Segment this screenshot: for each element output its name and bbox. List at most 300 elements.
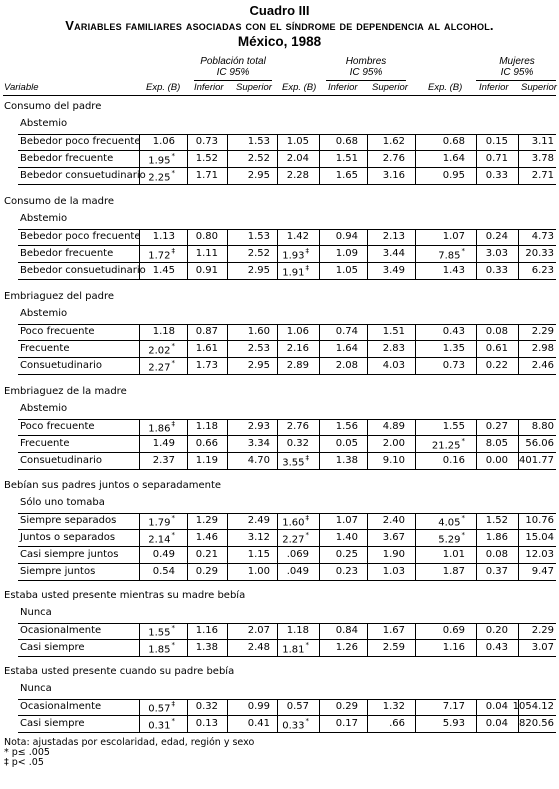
cell-number: 3.34 (247, 438, 270, 449)
cell-divider (476, 453, 477, 470)
cell-divider (277, 716, 278, 733)
cell-value (383, 642, 405, 653)
cell-number: 2.28 (286, 170, 309, 181)
cell-divider (415, 547, 416, 564)
significance-mark: ‡ (305, 454, 309, 462)
cell-value (443, 549, 465, 560)
cell-number: 0.74 (335, 326, 358, 337)
column-header-exp-hombres: Exp. (B) (282, 82, 317, 93)
cell-divider (227, 151, 228, 168)
table-row (0, 358, 559, 375)
cell-number: 1.19 (195, 455, 218, 466)
cell-number: 0.66 (195, 438, 218, 449)
table-title: Variables familiares asociadas con el síndrome de dependencia al alcohol. (65, 18, 494, 33)
cell-value (196, 566, 218, 577)
cell-number: 0.68 (442, 136, 465, 147)
column-header-superior-hombres: Superior (372, 82, 408, 93)
cell-divider (227, 168, 228, 185)
significance-mark: * (171, 717, 175, 725)
cell-number: 1.95 (148, 155, 171, 167)
cell-number: 2.71 (531, 170, 554, 181)
cell-value (287, 701, 309, 712)
cell-value (443, 326, 465, 337)
cell-divider (187, 716, 188, 733)
cell-number: 0.29 (195, 566, 218, 577)
cell-value (336, 642, 358, 653)
cell-value (336, 515, 358, 526)
cell-divider (476, 134, 477, 151)
table-row (0, 263, 559, 280)
table-row (0, 547, 559, 564)
cell-divider (319, 341, 320, 358)
cell-number: 1.90 (382, 549, 405, 560)
cell-value (287, 136, 309, 147)
cell-value (282, 265, 309, 278)
cell-value (148, 532, 175, 545)
cell-number: 2.29 (531, 625, 554, 636)
cell-divider (277, 513, 278, 530)
cell-value (532, 326, 554, 337)
cell-value (287, 343, 309, 354)
cell-divider (476, 623, 477, 640)
cell-value (196, 701, 218, 712)
cell-value (248, 248, 270, 259)
cell-number: 9.47 (531, 566, 554, 577)
cell-divider (415, 640, 416, 657)
cell-value (153, 136, 175, 147)
cell-value (532, 136, 554, 147)
cell-number: 1.18 (152, 326, 175, 337)
row-label: Bebedor poco frecuente (20, 231, 141, 242)
cell-divider (518, 564, 519, 581)
group-rule-hombres (326, 80, 406, 81)
cell-number: 4.05 (438, 517, 461, 529)
cell-divider (415, 341, 416, 358)
cell-number: 0.61 (485, 343, 508, 354)
significance-mark: * (171, 152, 175, 160)
note-p05: ‡ p< .05 (4, 757, 44, 768)
cell-value (525, 248, 554, 259)
cell-number: 2.83 (382, 343, 405, 354)
cell-divider (367, 513, 368, 530)
cell-divider (227, 436, 228, 453)
cell-number: 2.13 (382, 231, 405, 242)
cell-divider (367, 699, 368, 716)
cell-value (383, 515, 405, 526)
cell-value (443, 360, 465, 371)
cell-value (383, 360, 405, 371)
cell-value (443, 421, 465, 432)
group-header-mujeres: Mujeres IC 95% (499, 56, 535, 78)
cell-number: 2.27 (282, 534, 305, 546)
cell-value (196, 718, 218, 729)
cell-number: 8.80 (531, 421, 554, 432)
cell-number: 0.32 (286, 438, 309, 449)
row-label: Siempre juntos (20, 566, 96, 577)
table-row (0, 623, 559, 640)
cell-divider (367, 530, 368, 547)
cell-value (248, 455, 270, 466)
cell-value (519, 718, 554, 729)
cell-value (196, 421, 218, 432)
cell-value (248, 326, 270, 337)
cell-number: 1.64 (442, 153, 465, 164)
table-row (0, 151, 559, 168)
cell-value (336, 566, 358, 577)
cell-divider (139, 436, 140, 453)
cell-divider (367, 547, 368, 564)
cell-divider (139, 623, 140, 640)
cell-value (336, 265, 358, 276)
cell-value (148, 515, 175, 528)
cell-value (383, 136, 405, 147)
cell-number: 1.67 (382, 625, 405, 636)
column-header-exp-mujeres: Exp. (B) (428, 82, 463, 93)
cell-divider (367, 229, 368, 246)
table-row (0, 699, 559, 716)
cell-divider (367, 453, 368, 470)
cell-value (248, 265, 270, 276)
cell-divider (139, 151, 140, 168)
cell-number: 0.16 (442, 455, 465, 466)
cell-divider (518, 134, 519, 151)
cell-divider (139, 513, 140, 530)
cell-number: 1.38 (195, 642, 218, 653)
cell-value (248, 701, 270, 712)
cell-divider (518, 419, 519, 436)
cell-number: 1.51 (335, 153, 358, 164)
cell-value (282, 455, 309, 468)
cell-number: 0.31 (148, 720, 171, 732)
cell-value (513, 701, 554, 712)
cell-divider (139, 716, 140, 733)
cell-divider (227, 246, 228, 263)
cell-value (443, 170, 465, 181)
cell-number: .069 (286, 549, 309, 560)
cell-value (248, 625, 270, 636)
significance-mark: * (171, 624, 175, 632)
cell-number: 1.16 (195, 625, 218, 636)
cell-number: 0.43 (442, 326, 465, 337)
cell-number: 1.05 (286, 136, 309, 147)
cell-value (383, 625, 405, 636)
cell-divider (187, 436, 188, 453)
cell-divider (277, 151, 278, 168)
cell-value (248, 642, 270, 653)
cell-value (248, 153, 270, 164)
table-row (0, 564, 559, 581)
cell-divider (476, 419, 477, 436)
reference-category: Nunca (20, 607, 52, 618)
cell-number: 0.73 (442, 360, 465, 371)
cell-number: 2.52 (247, 153, 270, 164)
cell-number: 1.55 (148, 627, 171, 639)
cell-value (532, 231, 554, 242)
cell-divider (319, 358, 320, 375)
cell-divider (367, 246, 368, 263)
cell-value (196, 515, 218, 526)
cell-number: 2.16 (286, 343, 309, 354)
cell-value (443, 701, 465, 712)
table-row (0, 168, 559, 185)
cell-divider (476, 246, 477, 263)
cell-number: 1.85 (148, 644, 171, 656)
cell-divider (139, 564, 140, 581)
cell-value (248, 360, 270, 371)
cell-divider (415, 246, 416, 263)
cell-value (486, 343, 508, 354)
row-label: Consuetudinario (20, 455, 102, 466)
cell-divider (139, 530, 140, 547)
cell-number: 0.94 (335, 231, 358, 242)
significance-mark: * (171, 531, 175, 539)
cell-value (532, 566, 554, 577)
cell-number: 15.04 (525, 532, 554, 543)
cell-divider (319, 640, 320, 657)
cell-number: 1.61 (195, 343, 218, 354)
cell-number: 1.52 (485, 515, 508, 526)
cell-value (148, 625, 175, 638)
cell-divider (518, 263, 519, 280)
cell-divider (476, 358, 477, 375)
row-label: Poco frecuente (20, 326, 95, 337)
cell-value (196, 231, 218, 242)
cell-number: 1.05 (335, 265, 358, 276)
cell-value (336, 248, 358, 259)
table-row (0, 513, 559, 530)
cell-number: 20.33 (525, 248, 554, 259)
cell-number: 4.73 (531, 231, 554, 242)
cell-divider (518, 547, 519, 564)
cell-divider (518, 513, 519, 530)
cell-divider (319, 324, 320, 341)
row-label: Bebedor frecuente (20, 153, 114, 164)
cell-divider (227, 263, 228, 280)
cell-value (443, 718, 465, 729)
cell-value (148, 642, 175, 655)
cell-number: 0.69 (442, 625, 465, 636)
cell-divider (187, 623, 188, 640)
cell-number: 1.52 (195, 153, 218, 164)
cell-value (336, 701, 358, 712)
cell-divider (187, 513, 188, 530)
cell-number: 2.53 (247, 343, 270, 354)
cell-number: 3.07 (531, 642, 554, 653)
cell-divider (187, 229, 188, 246)
cell-value (336, 438, 358, 449)
cell-number: 1.93 (282, 250, 305, 262)
cell-value (282, 642, 309, 655)
cell-divider (319, 151, 320, 168)
cell-number: 2.52 (247, 248, 270, 259)
cell-value (196, 153, 218, 164)
cell-value (525, 438, 554, 449)
cell-value (443, 153, 465, 164)
cell-value (336, 231, 358, 242)
cell-number: 0.05 (335, 438, 358, 449)
cell-value (287, 549, 309, 560)
cell-divider (476, 640, 477, 657)
cell-number: 0.95 (442, 170, 465, 181)
cell-number: 1.60 (247, 326, 270, 337)
cell-value (532, 170, 554, 181)
column-header-inferior-mujeres: Inferior (479, 82, 509, 93)
cell-value (148, 170, 175, 183)
cell-value (486, 515, 508, 526)
cell-value (336, 421, 358, 432)
cell-value (196, 549, 218, 560)
cell-number: 0.37 (485, 566, 508, 577)
cell-number: 0.15 (485, 136, 508, 147)
cell-divider (187, 453, 188, 470)
cell-divider (227, 530, 228, 547)
cell-number: 0.43 (485, 642, 508, 653)
cell-divider (319, 530, 320, 547)
cell-number: 3.78 (531, 153, 554, 164)
cell-divider (518, 640, 519, 657)
reference-category: Sólo uno tomaba (20, 497, 105, 508)
cell-number: 3.16 (382, 170, 405, 181)
cell-value (248, 549, 270, 560)
cell-divider (139, 341, 140, 358)
table-subtitle: México, 1988 (237, 34, 322, 49)
cell-number: 1.16 (442, 642, 465, 653)
cell-number: 0.73 (195, 136, 218, 147)
cell-value (383, 549, 405, 560)
cell-value (248, 718, 270, 729)
cell-divider (415, 168, 416, 185)
significance-mark: * (461, 247, 465, 255)
table-row (0, 246, 559, 263)
cell-value (486, 701, 508, 712)
cell-number: 3.44 (382, 248, 405, 259)
cell-divider (187, 324, 188, 341)
cell-number: 0.68 (335, 136, 358, 147)
cell-number: 2.76 (382, 153, 405, 164)
cell-value (336, 455, 358, 466)
cell-value (287, 421, 309, 432)
cell-divider (227, 419, 228, 436)
cell-number: 1.45 (152, 265, 175, 276)
cell-divider (277, 547, 278, 564)
cell-number: 7.85 (438, 250, 461, 262)
row-label: Bebedor frecuente (20, 248, 114, 259)
cell-value (443, 642, 465, 653)
cell-divider (227, 134, 228, 151)
row-label: Consuetudinario (20, 360, 102, 371)
cell-divider (227, 453, 228, 470)
section-title: Consumo del padre (4, 101, 102, 112)
cell-number: 820.56 (519, 718, 554, 729)
cell-number: 2.00 (382, 438, 405, 449)
cell-number: 1.18 (286, 625, 309, 636)
cell-number: 0.41 (247, 718, 270, 729)
cell-number: 2.59 (382, 642, 405, 653)
cell-value (383, 153, 405, 164)
cell-divider (187, 530, 188, 547)
cell-number: 2.95 (247, 170, 270, 181)
cell-value (383, 421, 405, 432)
cell-value (486, 566, 508, 577)
cell-number: 0.71 (485, 153, 508, 164)
cell-number: 2.37 (152, 455, 175, 466)
cell-value (532, 360, 554, 371)
cell-value (532, 625, 554, 636)
reference-category: Abstemio (20, 308, 68, 319)
cell-value (148, 360, 175, 373)
cell-value (336, 360, 358, 371)
cell-value (443, 136, 465, 147)
cell-value (287, 153, 309, 164)
cell-value (525, 515, 554, 526)
cell-value (532, 153, 554, 164)
cell-value (336, 153, 358, 164)
cell-number: 0.87 (195, 326, 218, 337)
cell-divider (187, 168, 188, 185)
cell-number: 56.06 (525, 438, 554, 449)
significance-mark: ‡ (305, 514, 309, 522)
cell-value (383, 701, 405, 712)
cell-number: 2.29 (531, 326, 554, 337)
table-row (0, 716, 559, 733)
cell-divider (319, 229, 320, 246)
cell-value (486, 718, 508, 729)
cell-value (196, 455, 218, 466)
cell-number: 1.86 (148, 423, 171, 435)
cell-divider (476, 699, 477, 716)
cell-value (287, 625, 309, 636)
cell-number: 2.49 (247, 515, 270, 526)
cell-number: 401.77 (519, 455, 554, 466)
row-label: Casi siempre (20, 642, 85, 653)
cell-number: 1.07 (335, 515, 358, 526)
cell-divider (476, 547, 477, 564)
group-rule-mujeres (476, 80, 556, 81)
cell-value (287, 566, 309, 577)
cell-number: 2.25 (148, 172, 171, 184)
group-header-total: Población total IC 95% (200, 56, 266, 78)
significance-mark: * (305, 531, 309, 539)
cell-value (486, 265, 508, 276)
cell-value (153, 566, 175, 577)
cell-number: 0.33 (282, 720, 305, 732)
cell-value (148, 718, 175, 731)
cell-value (443, 231, 465, 242)
cell-divider (518, 530, 519, 547)
cell-divider (227, 640, 228, 657)
cell-divider (319, 699, 320, 716)
cell-divider (319, 453, 320, 470)
cell-number: 21.25 (431, 440, 461, 452)
cell-number: 1.56 (335, 421, 358, 432)
cell-number: .66 (389, 718, 405, 729)
cell-divider (277, 358, 278, 375)
significance-mark: ‡ (171, 247, 175, 255)
cell-number: 0.04 (485, 701, 508, 712)
cell-divider (367, 640, 368, 657)
group-rule-total (194, 80, 272, 81)
cell-value (443, 455, 465, 466)
cell-number: 0.33 (485, 170, 508, 181)
cell-number: 1.51 (382, 326, 405, 337)
cell-number: 1.40 (335, 532, 358, 543)
cell-divider (277, 324, 278, 341)
cell-number: 0.91 (195, 265, 218, 276)
row-label: Poco frecuente (20, 421, 95, 432)
header-rule (3, 95, 556, 96)
table-notes (4, 738, 254, 768)
cell-number: 0.33 (485, 265, 508, 276)
